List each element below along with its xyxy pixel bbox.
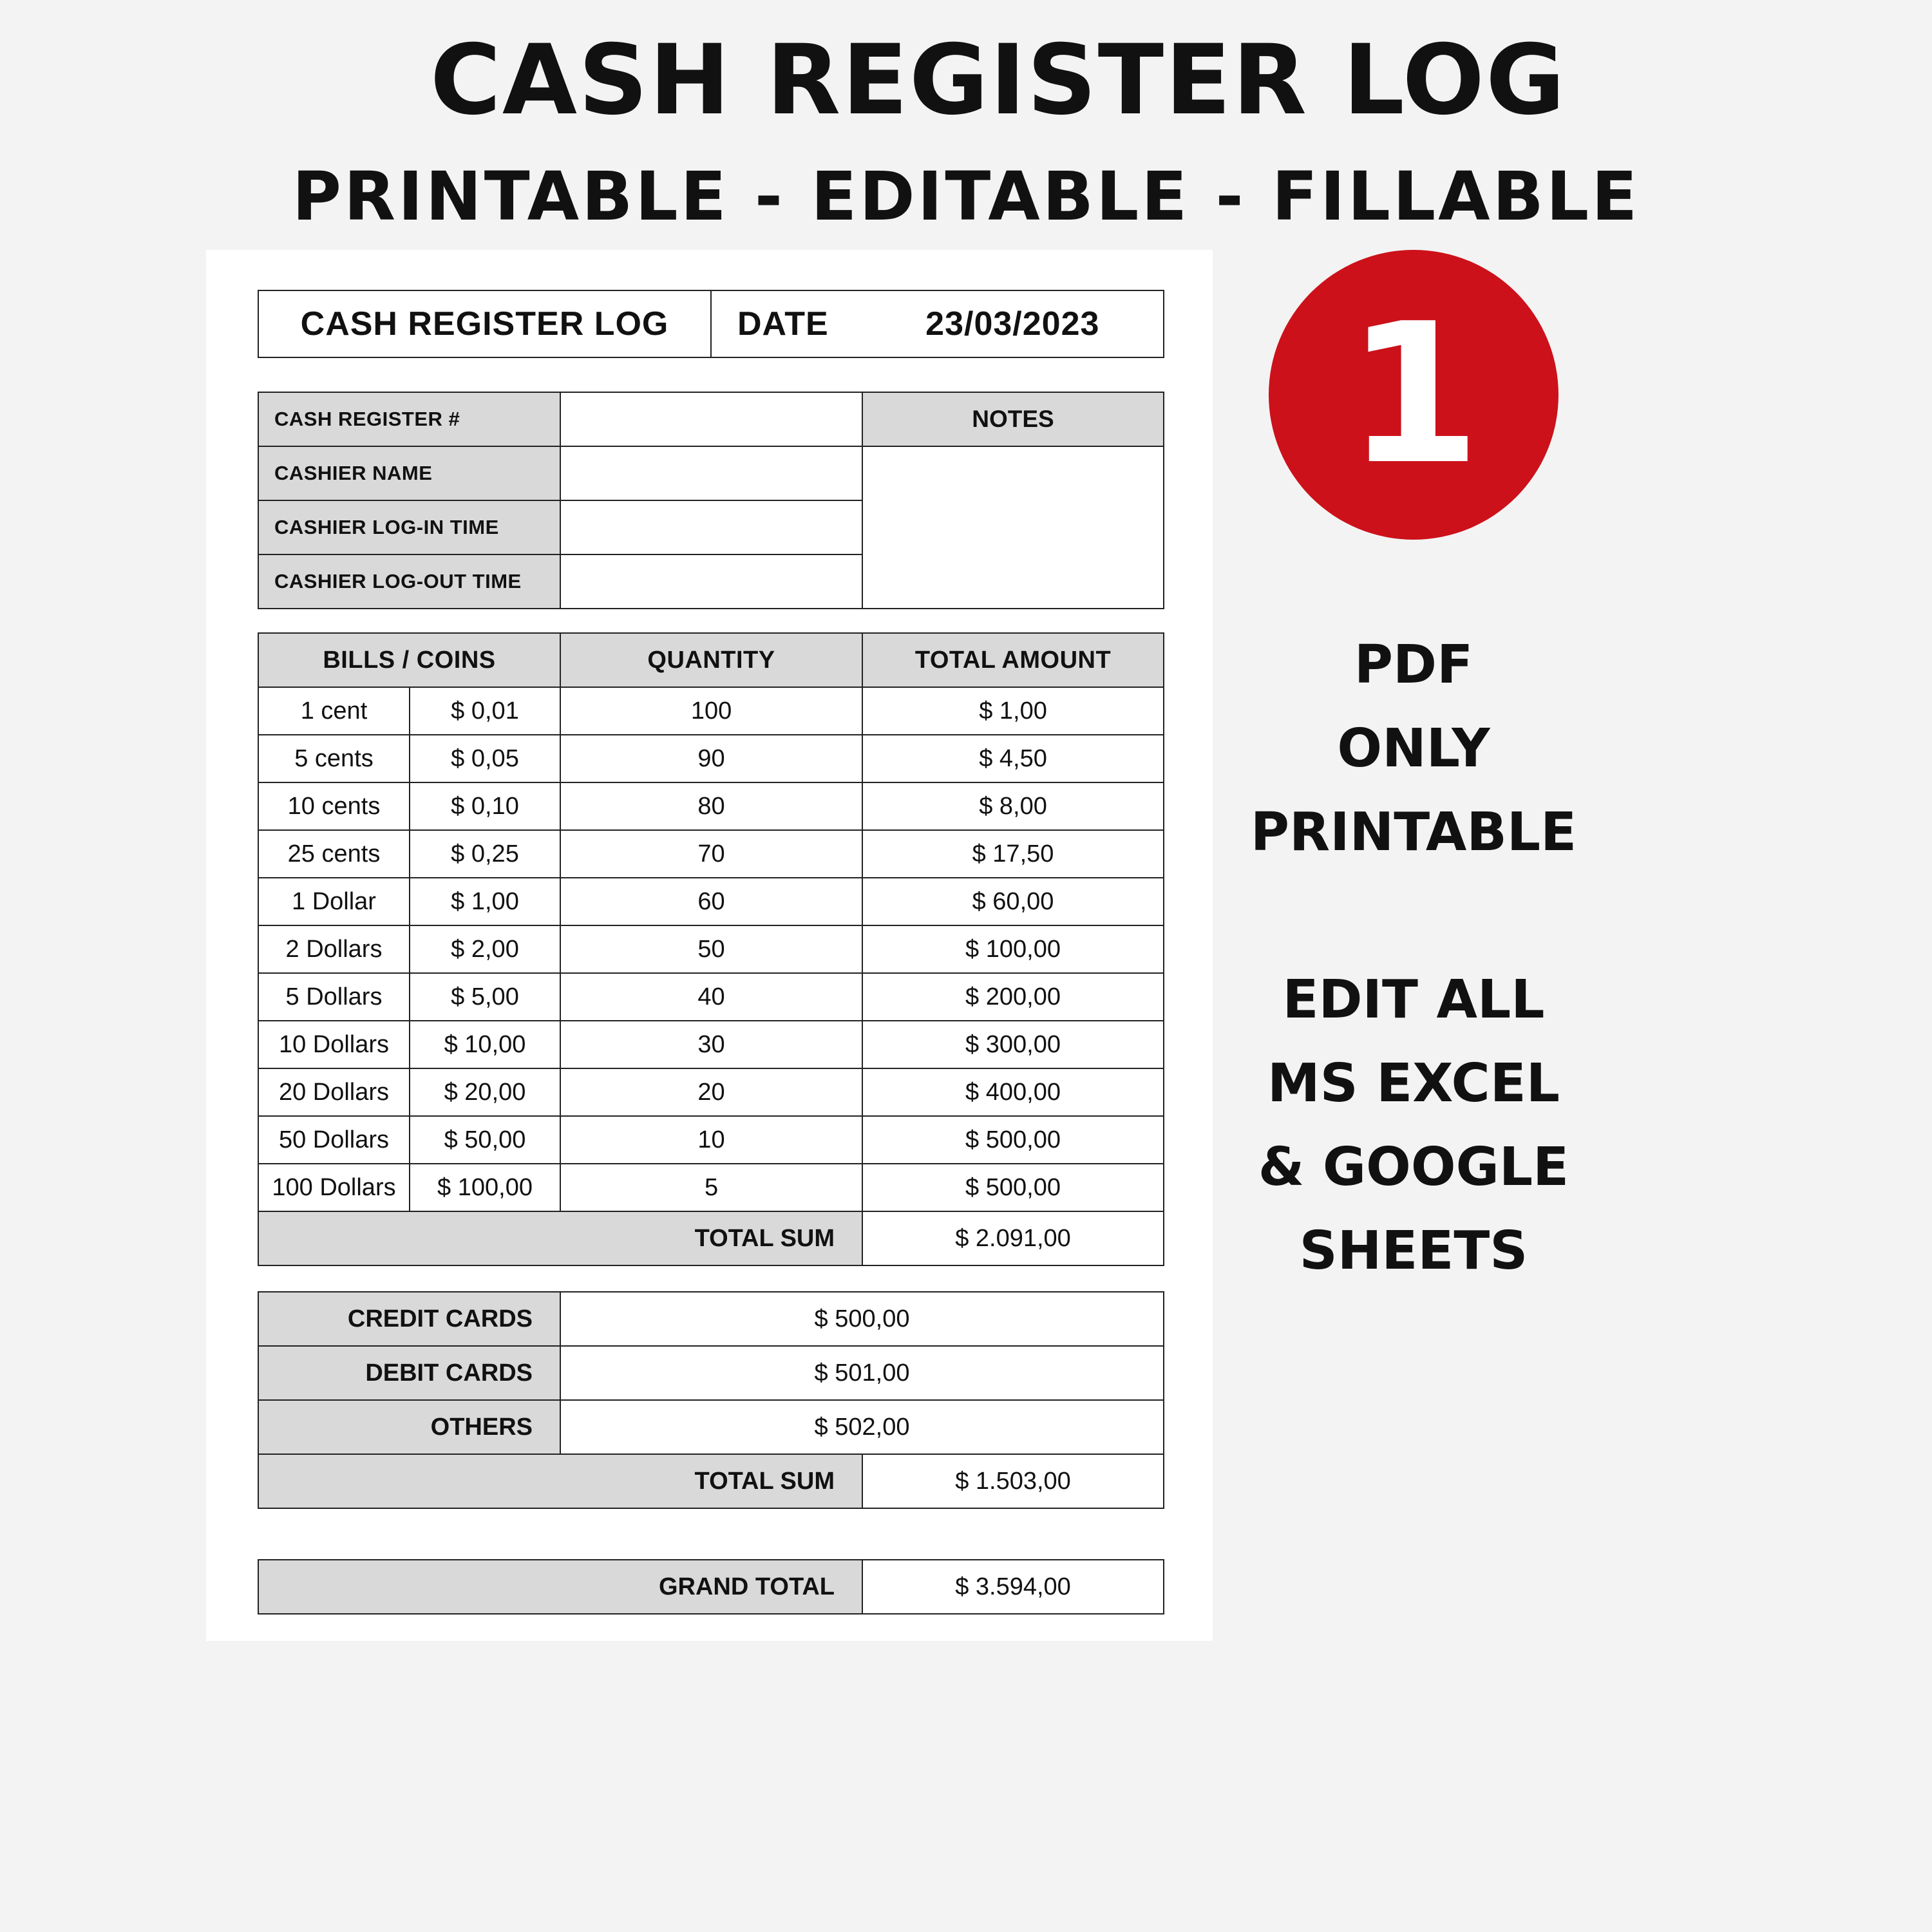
amount-cell: $ 60,00	[862, 878, 1164, 925]
quantity-cell[interactable]: 60	[560, 878, 862, 925]
denomination-name: 5 cents	[258, 735, 410, 782]
logout-time-label: CASHIER LOG-OUT TIME	[258, 554, 560, 609]
denomination-value: $ 100,00	[410, 1164, 560, 1211]
quantity-cell[interactable]: 40	[560, 973, 862, 1021]
amount-cell: $ 500,00	[862, 1116, 1164, 1164]
table-row	[258, 1116, 1164, 1164]
denomination-value: $ 0,01	[410, 687, 560, 735]
date-value[interactable]: 23/03/2023	[925, 305, 1100, 343]
table-row	[258, 973, 1164, 1021]
table-row	[258, 735, 1164, 782]
quantity-cell[interactable]: 70	[560, 830, 862, 878]
pdf-format-list	[1159, 623, 1668, 875]
debit-cards-label: DEBIT CARDS	[258, 1346, 560, 1400]
quantity-cell[interactable]: 50	[560, 925, 862, 973]
cashier-info-table	[258, 392, 1164, 609]
cards-total-value: $ 1.503,00	[862, 1454, 1164, 1508]
table-row	[258, 925, 1164, 973]
quantity-cell[interactable]: 90	[560, 735, 862, 782]
quantity-header: QUANTITY	[560, 633, 862, 687]
amount-cell: $ 17,50	[862, 830, 1164, 878]
grand-total-table	[258, 1559, 1164, 1615]
quantity-cell[interactable]: 20	[560, 1068, 862, 1116]
amount-cell: $ 1,00	[862, 687, 1164, 735]
denomination-value: $ 50,00	[410, 1116, 560, 1164]
logout-time-field[interactable]	[560, 554, 862, 609]
side-text-line: & GOOGLE	[1258, 1137, 1569, 1198]
credit-cards-label: CREDIT CARDS	[258, 1292, 560, 1346]
side-text-line: PRINTABLE	[1250, 802, 1577, 863]
others-label: OTHERS	[258, 1400, 560, 1454]
sheet-title: CASH REGISTER LOG	[258, 290, 711, 357]
bills-coins-table	[258, 632, 1164, 1266]
denomination-value: $ 0,10	[410, 782, 560, 830]
cashier-name-label: CASHIER NAME	[258, 446, 560, 500]
amount-cell: $ 8,00	[862, 782, 1164, 830]
table-row	[258, 1068, 1164, 1116]
grand-total-label: GRAND TOTAL	[258, 1560, 862, 1614]
denomination-value: $ 20,00	[410, 1068, 560, 1116]
table-row	[258, 878, 1164, 925]
notes-label: NOTES	[862, 392, 1164, 446]
denomination-name: 20 Dollars	[258, 1068, 410, 1116]
table-row	[258, 782, 1164, 830]
side-text-line: EDIT ALL	[1282, 969, 1545, 1030]
number-badge: 1	[1269, 250, 1558, 540]
side-text-line: MS EXCEL	[1267, 1053, 1560, 1114]
bills-coins-header: BILLS / COINS	[258, 633, 560, 687]
quantity-cell[interactable]: 10	[560, 1116, 862, 1164]
side-text-line: SHEETS	[1299, 1220, 1528, 1282]
bills-total-value: $ 2.091,00	[862, 1211, 1164, 1265]
date-cell[interactable]	[711, 290, 1164, 357]
denomination-name: 5 Dollars	[258, 973, 410, 1021]
hero-subtitle: PRINTABLE - EDITABLE - FILLABLE	[292, 157, 1640, 236]
table-row	[258, 830, 1164, 878]
debit-cards-value[interactable]: $ 501,00	[560, 1346, 1164, 1400]
grand-total-value: $ 3.594,00	[862, 1560, 1164, 1614]
cashier-name-field[interactable]	[560, 446, 862, 500]
amount-cell: $ 200,00	[862, 973, 1164, 1021]
denomination-value: $ 2,00	[410, 925, 560, 973]
quantity-cell[interactable]: 100	[560, 687, 862, 735]
denomination-value: $ 10,00	[410, 1021, 560, 1068]
edit-format-list	[1159, 958, 1668, 1293]
denomination-name: 25 cents	[258, 830, 410, 878]
cash-register-number-field[interactable]	[560, 392, 862, 446]
amount-cell: $ 4,50	[862, 735, 1164, 782]
table-row	[258, 1021, 1164, 1068]
table-row	[258, 1164, 1164, 1211]
amount-cell: $ 300,00	[862, 1021, 1164, 1068]
denomination-value: $ 5,00	[410, 973, 560, 1021]
notes-field[interactable]	[862, 446, 1164, 609]
amount-cell: $ 100,00	[862, 925, 1164, 973]
login-time-field[interactable]	[560, 500, 862, 554]
quantity-cell[interactable]: 5	[560, 1164, 862, 1211]
log-sheet	[206, 250, 1213, 1641]
denomination-name: 1 cent	[258, 687, 410, 735]
amount-cell: $ 400,00	[862, 1068, 1164, 1116]
total-amount-header: TOTAL AMOUNT	[862, 633, 1164, 687]
cards-table	[258, 1291, 1164, 1509]
credit-cards-value[interactable]: $ 500,00	[560, 1292, 1164, 1346]
date-label: DATE	[737, 305, 829, 343]
denomination-name: 100 Dollars	[258, 1164, 410, 1211]
denomination-name: 50 Dollars	[258, 1116, 410, 1164]
denomination-name: 1 Dollar	[258, 878, 410, 925]
denomination-value: $ 1,00	[410, 878, 560, 925]
bills-total-label: TOTAL SUM	[258, 1211, 862, 1265]
denomination-name: 10 Dollars	[258, 1021, 410, 1068]
login-time-label: CASHIER LOG-IN TIME	[258, 500, 560, 554]
denomination-value: $ 0,05	[410, 735, 560, 782]
hero-title: CASH REGISTER LOG	[430, 24, 1567, 137]
cards-total-label: TOTAL SUM	[258, 1454, 862, 1508]
quantity-cell[interactable]: 80	[560, 782, 862, 830]
amount-cell: $ 500,00	[862, 1164, 1164, 1211]
sheet-header	[258, 290, 1164, 358]
table-row	[258, 687, 1164, 735]
cash-register-number-label: CASH REGISTER #	[258, 392, 560, 446]
denomination-name: 10 cents	[258, 782, 410, 830]
quantity-cell[interactable]: 30	[560, 1021, 862, 1068]
side-text-line: ONLY	[1337, 718, 1490, 779]
side-text-line: PDF	[1354, 634, 1473, 696]
denomination-value: $ 0,25	[410, 830, 560, 878]
others-value[interactable]: $ 502,00	[560, 1400, 1164, 1454]
denomination-name: 2 Dollars	[258, 925, 410, 973]
